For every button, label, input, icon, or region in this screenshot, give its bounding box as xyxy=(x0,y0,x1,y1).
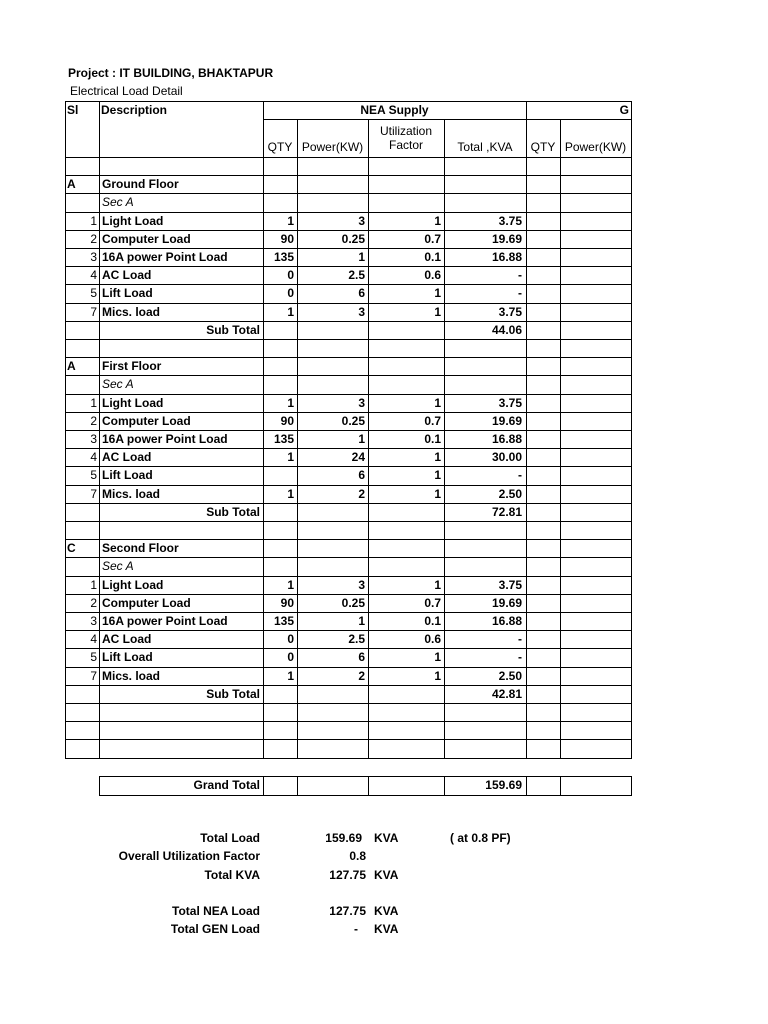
row-qty xyxy=(263,157,294,175)
table-gridline xyxy=(99,101,100,759)
row-power: 0.25 xyxy=(341,596,365,610)
row-power: 3 xyxy=(358,578,365,592)
summary-utilization-label: Overall Utilization Factor xyxy=(118,849,260,863)
grand-total-gridline xyxy=(297,776,298,796)
grand-total-gridline xyxy=(99,776,100,796)
grand-total-gridline xyxy=(99,795,632,796)
subtotal-label: Sub Total xyxy=(206,687,260,701)
row-qty xyxy=(263,703,294,721)
summary-nea-load-unit: KVA xyxy=(374,904,399,918)
row-sl: 1 xyxy=(90,214,97,228)
row-qty: 90 xyxy=(280,232,294,246)
section-subhead: Sec A xyxy=(102,377,134,391)
row-utilization: 0.6 xyxy=(424,632,441,646)
row-description: Light Load xyxy=(102,396,164,410)
row-utilization: 1 xyxy=(434,487,441,501)
row-total-kva: 2.50 xyxy=(498,487,522,501)
row-utilization: 0.1 xyxy=(424,432,441,446)
row-power: 24 xyxy=(351,450,365,464)
row-total-kva: 3.75 xyxy=(498,578,522,592)
row-qty: 1 xyxy=(287,450,294,464)
table-gridline xyxy=(65,758,632,759)
project-title: Project : IT BUILDING, BHAKTAPUR xyxy=(68,66,274,80)
table-right-border xyxy=(631,101,632,759)
header-qty: QTY xyxy=(267,140,293,154)
row-description: Computer Load xyxy=(102,232,191,246)
row-qty: 135 xyxy=(273,432,294,446)
row-description: 16A power Point Load xyxy=(102,432,228,446)
row-sl: 3 xyxy=(90,614,97,628)
row-sl: 1 xyxy=(90,578,97,592)
row-power: 2 xyxy=(358,487,365,501)
grand-total-gridline xyxy=(560,776,561,796)
summary-total-load-value: 159.69 xyxy=(325,831,362,845)
subtotal-value: 44.06 xyxy=(491,323,522,337)
row-sl xyxy=(65,739,97,757)
row-qty xyxy=(263,339,294,357)
grand-total-gridline xyxy=(368,776,369,796)
summary-total-kva-value: 127.75 xyxy=(329,868,366,882)
row-description: Light Load xyxy=(102,214,164,228)
row-utilization xyxy=(368,739,441,757)
row-total-kva: 3.75 xyxy=(498,305,522,319)
row-qty: 90 xyxy=(280,414,294,428)
row-utilization: 0.1 xyxy=(424,250,441,264)
row-power: 3 xyxy=(358,396,365,410)
row-total-kva: 16.88 xyxy=(491,614,522,628)
row-sl: 3 xyxy=(90,250,97,264)
row-sl: 7 xyxy=(90,669,97,683)
row-description xyxy=(102,739,262,757)
row-power: 2 xyxy=(358,669,365,683)
row-sl: 5 xyxy=(90,286,97,300)
row-power: 6 xyxy=(358,468,365,482)
row-total-kva: - xyxy=(518,268,522,282)
section-subhead: Sec A xyxy=(102,559,134,573)
row-sl: 7 xyxy=(90,487,97,501)
row-sl: A xyxy=(67,177,76,191)
summary-total-load-label: Total Load xyxy=(200,831,260,845)
row-power: 0.25 xyxy=(341,232,365,246)
row-qty xyxy=(263,739,294,757)
row-utilization xyxy=(368,721,441,739)
row-sl: 2 xyxy=(90,232,97,246)
row-description xyxy=(102,339,262,357)
row-total-kva: - xyxy=(518,286,522,300)
row-utilization: 0.7 xyxy=(424,414,441,428)
row-total-kva xyxy=(444,339,522,357)
row-qty: 135 xyxy=(273,250,294,264)
row-power: 1 xyxy=(358,250,365,264)
row-sl: 2 xyxy=(90,596,97,610)
row-qty: 1 xyxy=(287,214,294,228)
row-power: 3 xyxy=(358,305,365,319)
row-qty: 0 xyxy=(287,268,294,282)
header-sl: Sl xyxy=(67,103,79,117)
header-factor: Factor xyxy=(388,138,423,152)
grand-total-gridline xyxy=(99,776,632,777)
summary-total-load-unit: KVA xyxy=(374,831,399,845)
row-power: 6 xyxy=(358,286,365,300)
row-description: AC Load xyxy=(102,268,152,282)
row-total-kva xyxy=(444,739,522,757)
row-description: Lift Load xyxy=(102,286,153,300)
subtotal-value: 42.81 xyxy=(491,687,522,701)
row-total-kva: 3.75 xyxy=(498,396,522,410)
row-power: 2.5 xyxy=(348,268,365,282)
summary-total-kva-unit: KVA xyxy=(374,868,399,882)
header-gen-power: Power(KW) xyxy=(564,140,627,154)
row-total-kva: 19.69 xyxy=(491,232,522,246)
row-utilization: 0.7 xyxy=(424,596,441,610)
row-sl: 5 xyxy=(90,468,97,482)
row-utilization: 1 xyxy=(434,305,441,319)
row-sl: C xyxy=(67,541,76,555)
row-qty: 135 xyxy=(273,614,294,628)
row-sl: 7 xyxy=(90,305,97,319)
row-description: Computer Load xyxy=(102,414,191,428)
row-description xyxy=(102,721,262,739)
row-power xyxy=(297,703,365,721)
row-sl: 5 xyxy=(90,650,97,664)
row-description: Lift Load xyxy=(102,468,153,482)
row-total-kva: 2.50 xyxy=(498,669,522,683)
row-power: 3 xyxy=(358,214,365,228)
row-qty: 0 xyxy=(287,650,294,664)
grand-total-gridline xyxy=(526,776,527,796)
row-qty: 1 xyxy=(287,396,294,410)
row-utilization: 1 xyxy=(434,650,441,664)
row-sl: 3 xyxy=(90,432,97,446)
row-utilization xyxy=(368,521,441,539)
row-description: Light Load xyxy=(102,578,164,592)
section-title: First Floor xyxy=(102,359,162,373)
row-total-kva: - xyxy=(518,468,522,482)
grand-total-value: 159.69 xyxy=(485,778,522,792)
row-qty xyxy=(263,721,294,739)
row-description: 16A power Point Load xyxy=(102,614,228,628)
row-total-kva: - xyxy=(518,650,522,664)
header-total-kva: Total ,KVA xyxy=(457,140,513,154)
row-sl: 4 xyxy=(90,632,97,646)
section-title: Ground Floor xyxy=(102,177,179,191)
table-gridline xyxy=(560,119,561,759)
summary-nea-load-value: 127.75 xyxy=(329,904,366,918)
row-qty xyxy=(263,521,294,539)
row-power xyxy=(297,521,365,539)
subtotal-label: Sub Total xyxy=(206,505,260,519)
section-subhead: Sec A xyxy=(102,195,134,209)
row-sl: 4 xyxy=(90,268,97,282)
row-qty: 90 xyxy=(280,596,294,610)
row-total-kva: - xyxy=(518,632,522,646)
summary-utilization-value: 0.8 xyxy=(349,849,366,863)
row-power: 6 xyxy=(358,650,365,664)
grand-total-gridline xyxy=(263,776,264,796)
grand-total-gridline xyxy=(631,776,632,796)
row-utilization: 1 xyxy=(434,669,441,683)
row-description: Mics. load xyxy=(102,669,161,683)
row-utilization: 0.7 xyxy=(424,232,441,246)
row-total-kva: 16.88 xyxy=(491,432,522,446)
summary-nea-load-label: Total NEA Load xyxy=(172,904,260,918)
table-gridline xyxy=(526,101,527,759)
row-utilization xyxy=(368,157,441,175)
row-description xyxy=(102,703,262,721)
row-utilization: 0.6 xyxy=(424,268,441,282)
row-power: 1 xyxy=(358,432,365,446)
header-utilization: Utilization xyxy=(379,124,433,138)
row-total-kva xyxy=(444,721,522,739)
row-description: AC Load xyxy=(102,632,152,646)
row-power: 0.25 xyxy=(341,414,365,428)
subtotal-value: 72.81 xyxy=(491,505,522,519)
row-sl: 1 xyxy=(90,396,97,410)
header-gen-qty: QTY xyxy=(530,140,556,154)
row-qty xyxy=(263,466,294,484)
row-total-kva: 3.75 xyxy=(498,214,522,228)
row-total-kva xyxy=(444,703,522,721)
subtotal-label: Sub Total xyxy=(206,323,260,337)
row-qty: 1 xyxy=(287,487,294,501)
row-utilization: 0.1 xyxy=(424,614,441,628)
row-utilization: 1 xyxy=(434,468,441,482)
row-sl xyxy=(65,157,97,175)
document-subtitle: Electrical Load Detail xyxy=(70,84,183,98)
row-sl xyxy=(65,703,97,721)
row-utilization xyxy=(368,339,441,357)
row-description xyxy=(102,157,262,175)
row-utilization: 1 xyxy=(434,214,441,228)
row-power xyxy=(297,721,365,739)
row-description: Mics. load xyxy=(102,305,161,319)
header-description: Description xyxy=(101,103,168,117)
header-divider xyxy=(263,119,632,120)
row-sl xyxy=(65,721,97,739)
row-total-kva xyxy=(444,157,522,175)
row-utilization: 1 xyxy=(434,396,441,410)
row-total-kva: 16.88 xyxy=(491,250,522,264)
grand-total-label: Grand Total xyxy=(193,778,260,792)
summary-gen-load-unit: KVA xyxy=(374,922,399,936)
row-total-kva xyxy=(444,521,522,539)
row-qty: 0 xyxy=(287,632,294,646)
row-qty: 0 xyxy=(287,286,294,300)
summary-pf-note: ( at 0.8 PF) xyxy=(450,831,511,845)
row-power: 2.5 xyxy=(348,632,365,646)
row-qty: 1 xyxy=(287,669,294,683)
row-power xyxy=(297,157,365,175)
row-sl: A xyxy=(67,359,76,373)
row-utilization xyxy=(368,703,441,721)
header-nea-supply: NEA Supply xyxy=(360,103,429,117)
row-utilization: 1 xyxy=(434,578,441,592)
row-utilization: 1 xyxy=(434,286,441,300)
summary-gen-load-label: Total GEN Load xyxy=(170,922,260,936)
row-description: 16A power Point Load xyxy=(102,250,228,264)
row-total-kva: 30.00 xyxy=(491,450,522,464)
summary-total-kva-label: Total KVA xyxy=(204,868,260,882)
row-power: 1 xyxy=(358,614,365,628)
row-sl xyxy=(65,521,97,539)
row-sl: 2 xyxy=(90,414,97,428)
row-description: AC Load xyxy=(102,450,152,464)
row-qty: 1 xyxy=(287,578,294,592)
section-title: Second Floor xyxy=(102,541,179,555)
row-power xyxy=(297,739,365,757)
header-gen-supply: G xyxy=(619,103,629,117)
row-power xyxy=(297,339,365,357)
grand-total-gridline xyxy=(444,776,445,796)
row-description xyxy=(102,521,262,539)
row-utilization: 1 xyxy=(434,450,441,464)
summary-gen-load-value: - xyxy=(354,922,358,936)
row-description: Mics. load xyxy=(102,487,161,501)
row-description: Lift Load xyxy=(102,650,153,664)
row-qty: 1 xyxy=(287,305,294,319)
row-sl xyxy=(65,339,97,357)
header-power: Power(KW) xyxy=(301,140,364,154)
row-description: Computer Load xyxy=(102,596,191,610)
row-sl: 4 xyxy=(90,450,97,464)
row-total-kva: 19.69 xyxy=(491,414,522,428)
row-total-kva: 19.69 xyxy=(491,596,522,610)
